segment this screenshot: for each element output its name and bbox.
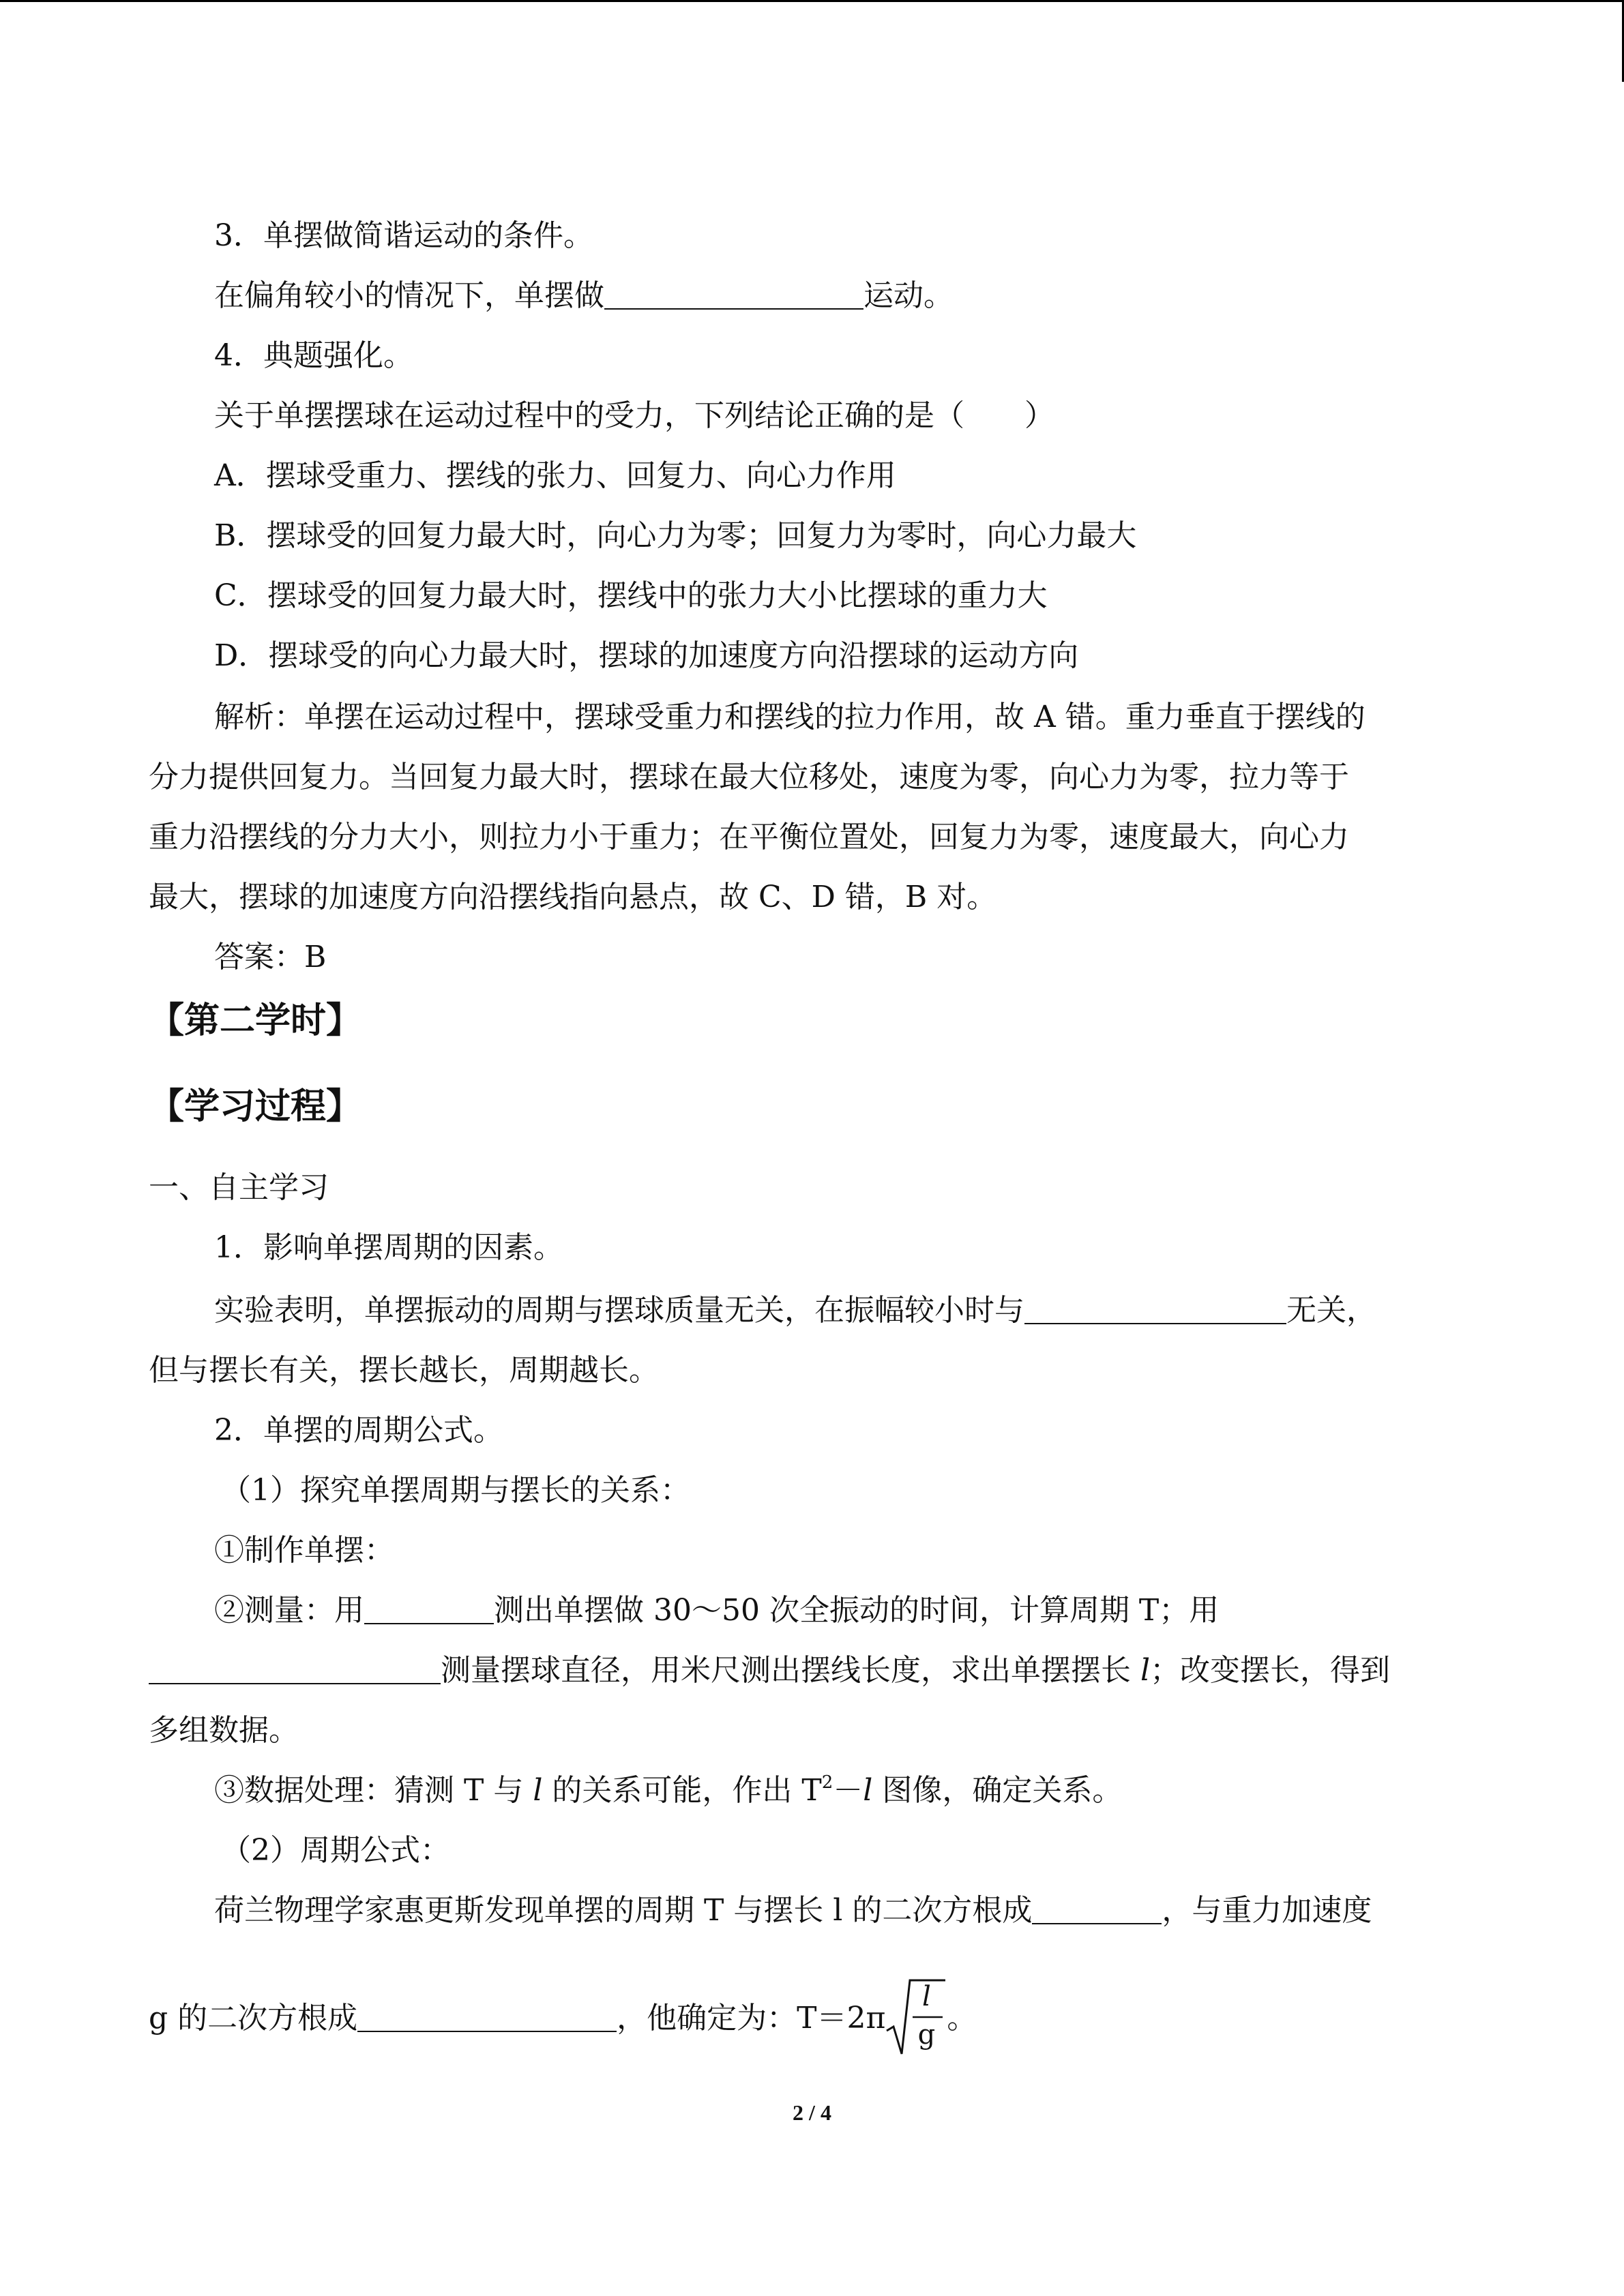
section-3-text [214, 275, 954, 316]
step2-a: ②测量：用 [214, 1593, 364, 1628]
item-1-text-cont: 但与摆长有关，摆长越长，周期越长。 [149, 1353, 659, 1388]
sub-2-title: （2）周期公式： [221, 1833, 450, 1868]
analysis-line-2: 分力提供回复力。当回复力最大时，摆球在最大位移处，速度为零，向心力为零，拉力等于 [149, 760, 1349, 794]
blank-diameter-tool[interactable] [149, 1653, 441, 1684]
section-4-title: 4．典题强化。 [214, 338, 413, 373]
step2-l: l [1140, 1653, 1151, 1688]
option-b: B．摆球受的回复力最大时，向心力为零；回复力为零时，向心力最大 [214, 518, 1137, 553]
analysis-line-1: 解析：单摆在运动过程中，摆球受重力和摆线的拉力作用，故 A 错。重力垂直于摆线的 [214, 700, 1365, 734]
step-3 [214, 1770, 1122, 1811]
top-border [0, 0, 1624, 2]
huygens-text [214, 1890, 1372, 1931]
s3-text-b: 运动。 [863, 278, 954, 313]
step3-l1: l [533, 1773, 543, 1808]
answer: 答案：B [214, 940, 327, 974]
huygens-a: 荷兰物理学家惠更斯发现单摆的周期 T 与摆长 l 的二次方根成 [214, 1893, 1033, 1928]
sub-1-title: （1）探究单摆周期与摆长的关系： [221, 1473, 690, 1508]
step3-l2: l [863, 1773, 873, 1808]
step2-d: ；改变摆长，得到 [1150, 1653, 1391, 1688]
g-text-a: g 的二次方根成 [149, 2001, 358, 2036]
page-number: 2 / 4 [793, 2100, 831, 2125]
period-formula [885, 1978, 947, 2059]
step-2-end: 多组数据。 [149, 1713, 299, 1748]
option-a: A．摆球受重力、摆线的张力、回复力、向心力作用 [214, 458, 896, 493]
formula-denominator: g [917, 2019, 936, 2051]
step-2-cont [149, 1650, 1390, 1691]
item-1-title: 1．影响单摆周期的因素。 [214, 1230, 563, 1265]
option-c: C．摆球受的回复力最大时，摆线中的张力大小比摆球的重力大 [214, 578, 1048, 613]
self-study-title: 一、自主学习 [149, 1170, 329, 1205]
step3-c: － [833, 1773, 863, 1808]
option-d: D．摆球受的向心力最大时，摆球的加速度方向沿摆球的运动方向 [214, 638, 1079, 673]
step2-b: 测出单摆做 30～50 次全振动的时间，计算周期 T；用 [494, 1593, 1220, 1628]
s3-text-a: 在偏角较小的情况下，单摆做 [214, 278, 604, 313]
blank-gravity-relation[interactable] [357, 2001, 617, 2032]
huygens-b: ，与重力加速度 [1162, 1893, 1372, 1928]
formula-end: 。 [947, 2001, 977, 2036]
blank-timer[interactable] [364, 1593, 494, 1624]
item-2-title: 2．单摆的周期公式。 [214, 1413, 503, 1448]
formula-numerator: l [922, 1981, 931, 2012]
question-stem: 关于单摆摆球在运动过程中的受力，下列结论正确的是（ ） [214, 398, 1054, 433]
blank-amplitude[interactable] [1024, 1293, 1286, 1324]
heading-learning-process: 【学习过程】 [149, 1086, 362, 1127]
heading-second-period: 【第二学时】 [149, 1000, 362, 1041]
step-2 [214, 1590, 1219, 1631]
blank-length-relation[interactable] [1032, 1893, 1162, 1924]
step3-sup: 2 [821, 1772, 833, 1793]
step3-b: 的关系可能，作出 T [542, 1773, 822, 1808]
section-3-title: 3．单摆做简谐运动的条件。 [214, 218, 593, 253]
analysis-line-3: 重力沿摆线的分力大小，则拉力小于重力；在平衡位置处，回复力为零，速度最大，向心力 [149, 820, 1349, 854]
step3-d: 图像，确定关系。 [872, 1773, 1123, 1808]
p1-text-b: 无关， [1286, 1293, 1376, 1328]
gravity-text [149, 1978, 977, 2059]
p1-text-a: 实验表明，单摆振动的周期与摆球质量无关，在振幅较小时与 [214, 1293, 1024, 1328]
step3-a: ③数据处理：猜测 T 与 [214, 1773, 533, 1808]
item-1-text [214, 1290, 1376, 1331]
step2-c: 测量摆球直径，用米尺测出摆线长度，求出单摆摆长 [441, 1653, 1140, 1688]
step-1: ①制作单摆： [214, 1533, 394, 1568]
g-text-b: ，他确定为：T＝2π [617, 2001, 886, 2036]
analysis-line-4: 最大，摆球的加速度方向沿摆线指向悬点，故 C、D 错，B 对。 [149, 880, 997, 914]
blank-s3[interactable] [604, 278, 863, 310]
